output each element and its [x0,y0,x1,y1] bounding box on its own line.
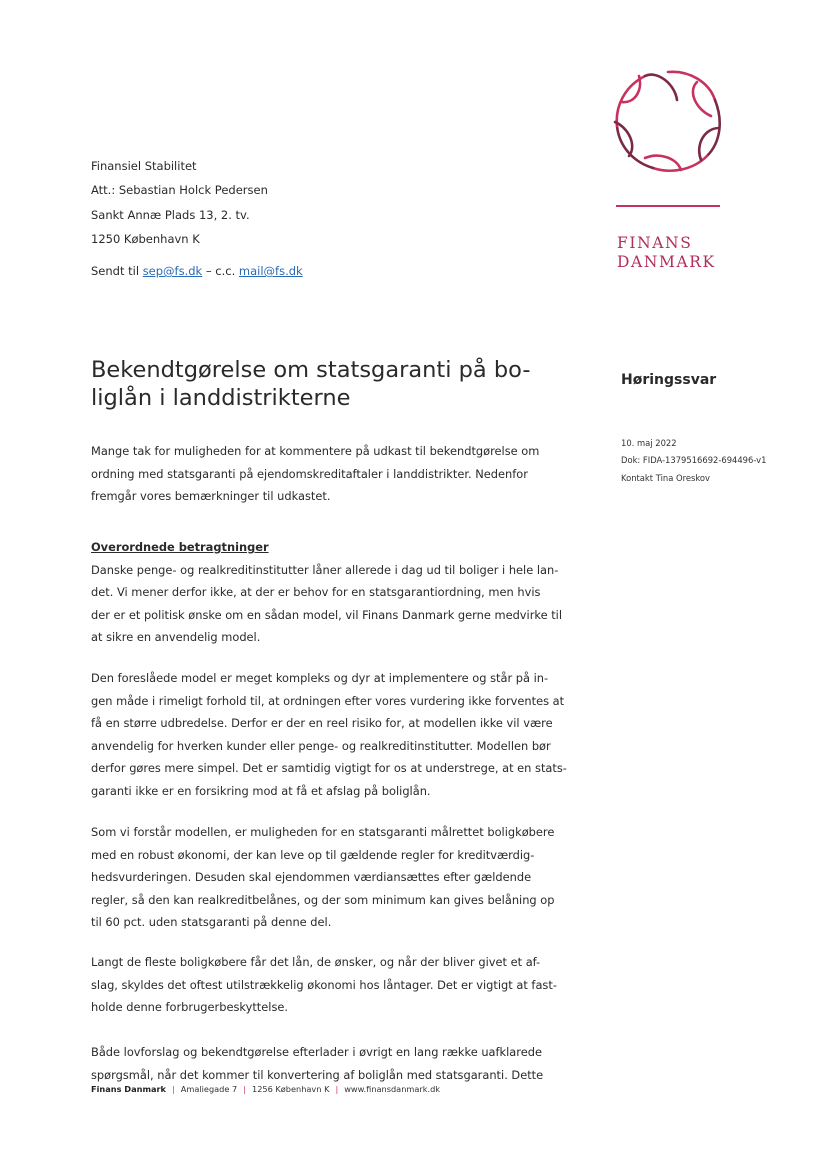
meta-date: 10. maj 2022 [621,438,677,448]
finans-danmark-logo-icon [611,66,725,178]
paragraph-3 [91,821,563,934]
text-line: hedsvurderingen. Desuden skal ejendommen værdiansættes efter gældende [91,870,532,885]
text-line: at sikre en anvendelig model. [91,630,261,645]
text-line: holde denne forbrugerbeskyttelse. [91,1000,289,1015]
sent-prefix: Sendt til [91,264,143,278]
section-overordnede [91,536,563,649]
document-type: Høringssvar [621,372,717,388]
page-footer [91,1084,440,1094]
sent-cc: – c.c. [202,264,239,278]
footer-separator: | [172,1084,175,1094]
recipient-line: Sankt Annæ Plads 13, 2. tv. [91,207,250,222]
email-link-cc[interactable]: mail@fs.dk [238,264,303,278]
recipient-address [91,154,268,251]
text-line: Som vi forstår modellen, er muligheden for en statsgaranti målrettet boligkøbere [91,825,555,839]
text-line: gen måde i rimeligt forhold til, at ordningen efter vores vurdering ikke forventes at [91,693,565,708]
paragraph-4 [91,951,563,1019]
text-line: det. Vi mener derfor ikke, at der er behov for en statsgarantiordning, men hvis [91,585,541,600]
text-line: med en robust økonomi, der kan leve op til gældende regler for kreditværdig- [91,847,535,862]
brand-wordmark [617,234,716,272]
meta-contact: Kontakt Tina Oreskov [621,472,711,483]
footer-separator: | [243,1084,246,1094]
text-line: der er et politisk ønske om en sådan model, vil Finans Danmark gerne medvirke til [91,607,563,622]
text-line: regler, så den kan realkreditbelånes, og der som minimum kan gives belåning op [91,892,555,907]
recipient-line: 1250 København K [91,231,200,246]
text-line: ordning med statsgaranti på ejendomskreditaftaler i landdistrikter. Nedenfor [91,466,528,481]
brand-line-1: FINANS [617,234,693,252]
text-line: garanti ikke er en forsikring mod at få et afslag på boliglån. [91,783,431,798]
text-line: få en større udbredelse. Derfor er der en reel risiko for, at modellen ikke vil være [91,716,553,731]
text-line: spørgsmål, når det kommer til konvertering af boliglån med statsgaranti. Dette [91,1067,544,1082]
section-heading: Overordnede betragtninger [91,540,269,554]
text-line: Den foreslåede model er meget kompleks og dyr at implementere og står på in- [91,671,549,685]
document-meta [621,435,766,487]
text-line: fremgår vores bemærkninger til udkastet. [91,489,331,504]
document-title: Bekendtgørelse om statsgaranti på bo-liglån i landdistrikterne [91,357,531,411]
footer-separator: | [335,1084,339,1094]
meta-doc-id: Dok: FIDA-1379516692-694496-v1 [621,455,767,466]
brand-line-2: DANMARK [617,253,716,271]
text-line: Langt de fleste boligkøbere får det lån, de ønsker, og når der bliver givet et af- [91,955,541,969]
sent-to-line [91,264,303,278]
paragraph-5 [91,1041,563,1086]
email-link-primary[interactable]: sep@fs.dk [142,264,203,278]
text-line: anvendelig for hverken kunder eller penge- og realkreditinstitutter. Modellen bør [91,738,551,753]
footer-city: 1256 København K [251,1084,330,1094]
text-line: Danske penge- og realkreditinstitutter låner allerede i dag ud til boliger i hele lan- [91,562,559,577]
recipient-line: Finansiel Stabilitet [91,159,197,173]
intro-paragraph [91,440,563,508]
paragraph-2 [91,667,567,803]
recipient-line: Att.: Sebastian Holck Pedersen [91,183,268,198]
text-line: Mange tak for muligheden for at kommentere på udkast til bekendtgørelse om [91,444,540,458]
footer-web-link[interactable]: www.finansdanmark.dk [344,1084,441,1094]
text-line: derfor gøres mere simpel. Det er samtidig vigtigt for os at understrege, at en stats- [91,761,567,776]
text-line: til 60 pct. uden statsgaranti på denne del. [91,915,332,930]
footer-org: Finans Danmark [91,1084,166,1094]
text-line: Både lovforslag og bekendtgørelse efterlader i øvrigt en lang række uafklarede [91,1045,542,1059]
text-line: slag, skyldes det oftest utilstrækkelig økonomi hos låntager. Det er vigtigt at fast- [91,977,557,992]
brand-rule [616,205,720,207]
footer-address: Amaliegade 7 [180,1084,238,1094]
